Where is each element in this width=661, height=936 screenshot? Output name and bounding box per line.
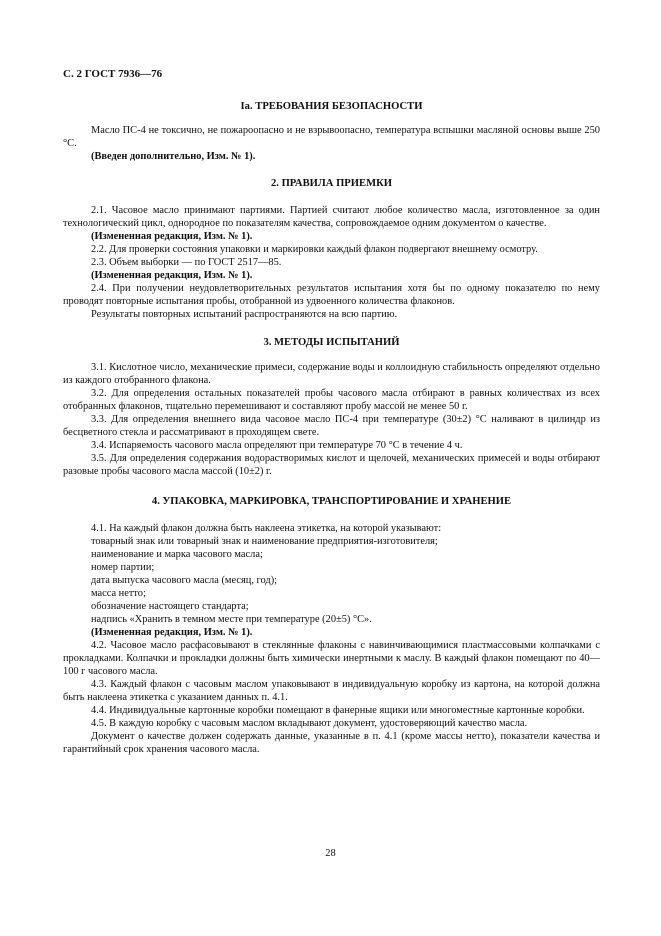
paragraph: 3.2. Для определения остальных показателей пробы часового масла отбирают в равных количествах из всех отобранных флаконов, тщательно перемешивают и составляют пробу массой не менее 50 г.	[63, 388, 600, 412]
list-item: номер партии;	[91, 562, 155, 573]
paragraph: Документ о качестве должен содержать данные, указанные в п. 4.1 (кроме массы нетто), показатели качества и гарантийный срок хранения часового масла.	[63, 731, 600, 755]
section-heading: 3. МЕТОДЫ ИСПЫТАНИЙ	[263, 337, 400, 348]
list-item: дата выпуска часового масла (месяц, год);	[91, 575, 278, 586]
section-packaging-marking	[63, 495, 600, 756]
paragraph: 3.1. Кислотное число, механические примеси, содержание воды и коллоидную стабильность определяют отдельно из каждого отобранного флакона.	[63, 362, 600, 386]
paragraph: 4.2. Часовое масло расфасовывают в стеклянные флаконы с навинчивающимися пластмассовыми колпачками с прокладками. Колпачки и прокладки должны быть химически инертными к маслу. В каждый флакон помещают по 40—100 г часового масла.	[63, 640, 600, 677]
paragraph: 2.3. Объем выборки — по ГОСТ 2517—85.	[91, 257, 282, 268]
paragraph: 3.3. Для определения внешнего вида часовое масло ПС-4 при температуре (30±2) °С наливают в цилиндр из бесцветного стекла и рассматривают в проходящем свете.	[63, 414, 600, 438]
section-heading: Iа. ТРЕБОВАНИЯ БЕЗОПАСНОСТИ	[240, 101, 423, 112]
paragraph: 4.4. Индивидуальные картонные коробки помещают в фанерные ящики или многоместные картонные коробки.	[91, 705, 585, 716]
list-item: надпись «Хранить в темном месте при температуре (20±5) °С».	[91, 614, 372, 625]
list-item: обозначение настоящего стандарта;	[91, 601, 249, 612]
paragraph: 2.1. Часовое масло принимают партиями. Партией считают любое количество масла, изготовленное за один технологический цикл, однородное по показателям качества, сопровождаемое одним документом о качестве.	[63, 205, 600, 229]
amendment-note: (Измененная редакция, Изм. № 1).	[91, 270, 253, 281]
section-acceptance-rules	[63, 177, 600, 321]
amendment-note: (Измененная редакция, Изм. № 1).	[91, 627, 253, 638]
list-item: товарный знак или товарный знак и наименование предприятия-изготовителя;	[91, 536, 438, 547]
paragraph: 4.5. В каждую коробку с часовым маслом вкладывают документ, удостоверяющий качество масла.	[91, 718, 528, 729]
paragraph: 2.2. Для проверки состояния упаковки и маркировки каждый флакон подвергают внешнему осмотру.	[91, 244, 538, 255]
amendment-note: (Измененная редакция, Изм. № 1).	[91, 231, 253, 242]
section-safety-requirements	[63, 100, 600, 163]
document-body	[63, 92, 600, 756]
paragraph: 4.1. На каждый флакон должна быть наклеена этикетка, на которой указывают:	[91, 523, 442, 534]
amendment-note: (Введен дополнительно, Изм. № 1).	[91, 151, 256, 162]
paragraph: 3.4. Испаряемость часового масла определяют при температуре 70 °С в течение 4 ч.	[91, 440, 463, 451]
section-heading: 4. УПАКОВКА, МАРКИРОВКА, ТРАНСПОРТИРОВАНИЕ И ХРАНЕНИЕ	[151, 496, 512, 507]
paragraph: 4.3. Каждый флакон с часовым маслом упаковывают в индивидуальную коробку из картона, на которой должна быть наклеена этикетка с указанием данных п. 4.1.	[63, 679, 600, 703]
section-test-methods	[63, 336, 600, 478]
list-item: масса нетто;	[91, 588, 146, 599]
paragraph: Результаты повторных испытаний распространяются на всю партию.	[91, 309, 398, 320]
paragraph: Масло ПС-4 не токсично, не пожароопасно и не взрывоопасно, температура вспышки масляной основы выше 250 °С.	[63, 125, 600, 149]
list-item: наименование и марка часового масла;	[91, 549, 263, 560]
section-heading: 2. ПРАВИЛА ПРИЕМКИ	[270, 178, 393, 189]
paragraph: 3.5. Для определения содержания водорастворимых кислот и щелочей, механических примесей и воды отбирают разовые пробы часового масла массой (10±2) г.	[63, 453, 600, 477]
paragraph: 2.4. При получении неудовлетворительных результатов испытания хотя бы по одному показателю по нему проводят повторные испытания пробы, отобранной из удвоенного количества флаконов.	[63, 283, 600, 307]
document-header: С. 2 ГОСТ 7936—76	[63, 68, 163, 80]
page-number: 28	[325, 848, 336, 859]
